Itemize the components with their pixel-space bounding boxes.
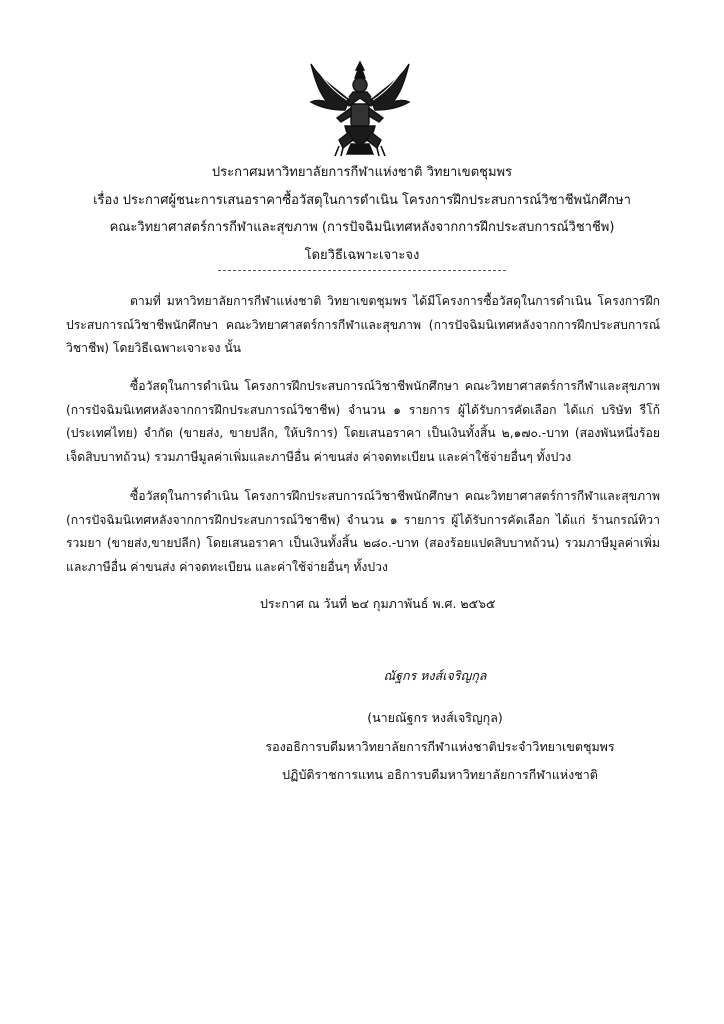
paragraph-intro (66, 290, 660, 361)
garuda-emblem-icon (305, 58, 415, 158)
announcement-date: ประกาศ ณ วันที่ ๒๔ กุมภาพันธ์ พ.ศ. ๒๕๖๕ (260, 596, 496, 611)
paragraph-line: ประสบการณ์วิชาชีพนักศึกษา คณะวิทยาศาสตร์การกีฬาและสุขภาพ (การปัจฉิมนิเทศหลังจากการฝึกประสบการณ์ (66, 317, 660, 332)
paragraph-line: ตามที่ มหาวิทยาลัยการกีฬาแห่งชาติ วิทยาเขตชุมพร ได้มีโครงการซื้อวัสดุในการดำเนิน โครงการฝึก (130, 294, 660, 308)
paragraph-line: (การปัจฉิมนิเทศหลังจากการฝึกประสบการณ์วิชาชีพ) จำนวน ๑ รายการ ผู้ได้รับการคัดเลือก ได้แก่ บริษัท รีโก้ (66, 402, 660, 417)
paragraph-line: ซื้อวัสดุในการดำเนิน โครงการฝึกประสบการณ์วิชาชีพนักศึกษา คณะวิทยาศาสตร์การกีฬาและสุขภาพ (130, 379, 660, 393)
header-faculty: คณะวิทยาศาสตร์การกีฬาและสุขภาพ (การปัจฉิมนิเทศหลังจากการฝึกประสบการณ์วิชาชีพ) (109, 220, 615, 235)
signatory-name: (นายณัฐกร หงส์เจริญกุล) (367, 710, 503, 725)
paragraph-award-2 (66, 485, 660, 579)
paragraph-line: (การปัจฉิมนิเทศหลังจากการฝึกประสบการณ์วิชาชีพ) จำนวน ๑ รายการ ผู้ได้รับการคัดเลือก ได้แก่ ร้านกรณ์ทิวา (66, 512, 660, 527)
header-subject: เรื่อง ประกาศผู้ชนะการเสนอราคาซื้อวัสดุในการดำเนิน โครงการฝึกประสบการณ์วิชาชีพนักศึกษา (93, 193, 631, 208)
signatory-acting: ปฏิบัติราชการแทน อธิการบดีมหาวิทยาลัยการกีฬาแห่งชาติ (282, 767, 598, 782)
paragraph-line: รวมยา (ขายส่ง,ขายปลีก) โดยเสนอราคา เป็นเงินทั้งสิ้น ๒๘๐.-บาท (สองร้อยแปดสิบบาทถ้วน) รวมภาษีมูลค่าเพิ่ม (66, 536, 660, 550)
paragraph-line: และภาษีอื่น ค่าขนส่ง ค่าจดทะเบียน และค่าใช้จ่ายอื่นๆ ทั้งปวง (66, 559, 388, 574)
header-method: โดยวิธีเฉพาะเจาะจง (304, 248, 420, 263)
signatory-position: รองอธิการบดีมหาวิทยาลัยการกีฬาแห่งชาติประจำวิทยาเขตชุมพร (265, 739, 615, 754)
paragraph-award-1 (66, 375, 660, 469)
signature-handwritten: ณัฐกร หงส์เจริญกุล (383, 668, 487, 683)
paragraph-line: วิชาชีพ) โดยวิธีเฉพาะเจาะจง นั้น (66, 341, 241, 355)
header-institution: ประกาศมหาวิทยาลัยการกีฬาแห่งชาติ วิทยาเขตชุมพร (211, 165, 513, 180)
paragraph-line: ซื้อวัสดุในการดำเนิน โครงการฝึกประสบการณ์วิชาชีพนักศึกษา คณะวิทยาศาสตร์การกีฬาและสุขภาพ (130, 489, 660, 503)
header-divider (218, 270, 506, 271)
paragraph-line: (ประเทศไทย) จำกัด (ขายส่ง, ขายปลีก, ให้บริการ) โดยเสนอราคา เป็นเงินทั้งสิ้น ๒,๑๗๐.-บาท (สองพันหนึ่งร้อย (66, 426, 660, 440)
paragraph-line: เจ็ดสิบบาทถ้วน) รวมภาษีมูลค่าเพิ่มและภาษีอื่น ค่าขนส่ง ค่าจดทะเบียน และค่าใช้จ่ายอื่นๆ ทั้งปวง (66, 449, 572, 464)
